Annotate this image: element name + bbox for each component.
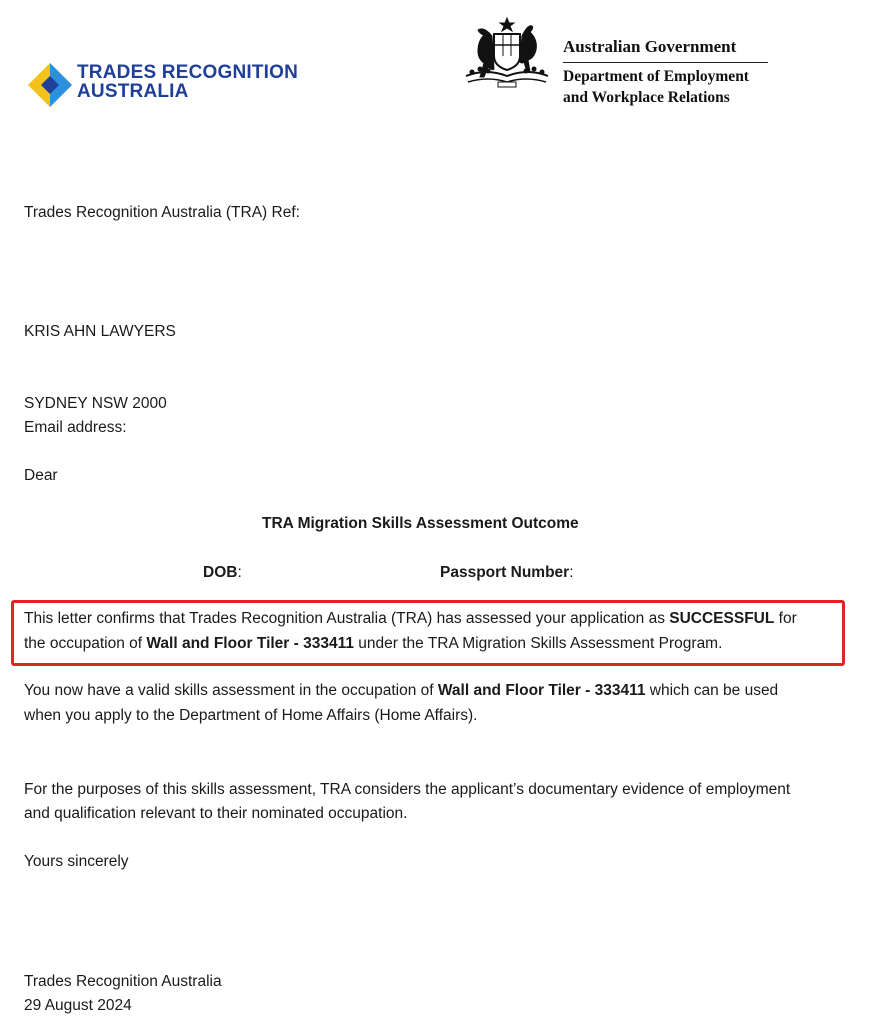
department-line-2: and Workplace Relations [563, 89, 730, 106]
address-line: SYDNEY NSW 2000 [24, 395, 167, 412]
tra-diamond-icon [27, 62, 73, 108]
confirmation-line-2: the occupation of Wall and Floor Tiler - 333411 under the TRA Migration Skills Assessment Program. [24, 635, 723, 652]
confirmation-line-1: This letter confirms that Trades Recognition Australia (TRA) has assessed your application as SUCCESSFUL for [24, 610, 797, 627]
passport-label: Passport Number [440, 564, 570, 581]
government-divider [563, 62, 768, 63]
assessment-status: SUCCESSFUL [669, 610, 775, 627]
government-title: Australian Government [563, 37, 737, 56]
coat-of-arms-icon [458, 16, 556, 92]
government-header [458, 14, 778, 114]
tra-logo-line1: TRADES RECOGNITION [77, 62, 299, 83]
occupation-name-2: Wall and Floor Tiler - 333411 [437, 682, 646, 699]
validity-line-1: You now have a valid skills assessment in the occupation of Wall and Floor Tiler - 333411 which can be used [24, 682, 779, 699]
reference-label: Trades Recognition Australia (TRA) Ref: [24, 204, 300, 221]
department-line-1: Department of Employment [563, 68, 749, 85]
evidence-line-1: For the purposes of this skills assessment, TRA considers the applicant’s documentary evidence of employment [24, 781, 791, 798]
closing: Yours sincerely [24, 853, 129, 870]
addressee: KRIS AHN LAWYERS [24, 323, 176, 340]
occupation-name: Wall and Floor Tiler - 333411 [146, 635, 354, 652]
passport-field: Passport Number: [440, 564, 574, 581]
dob-field: DOB: [203, 564, 242, 581]
outcome-title: TRA Migration Skills Assessment Outcome [262, 515, 579, 532]
signatory: Trades Recognition Australia [24, 973, 222, 990]
letter-date: 29 August 2024 [24, 997, 132, 1014]
tra-logo-line2: AUSTRALIA [77, 81, 189, 102]
dob-label: DOB [203, 564, 238, 581]
validity-line-2: when you apply to the Department of Home Affairs (Home Affairs). [24, 707, 478, 724]
evidence-line-2: and qualification relevant to their nominated occupation. [24, 805, 408, 822]
tra-logo [27, 60, 317, 110]
email-label: Email address: [24, 419, 127, 436]
salutation: Dear [24, 467, 58, 484]
